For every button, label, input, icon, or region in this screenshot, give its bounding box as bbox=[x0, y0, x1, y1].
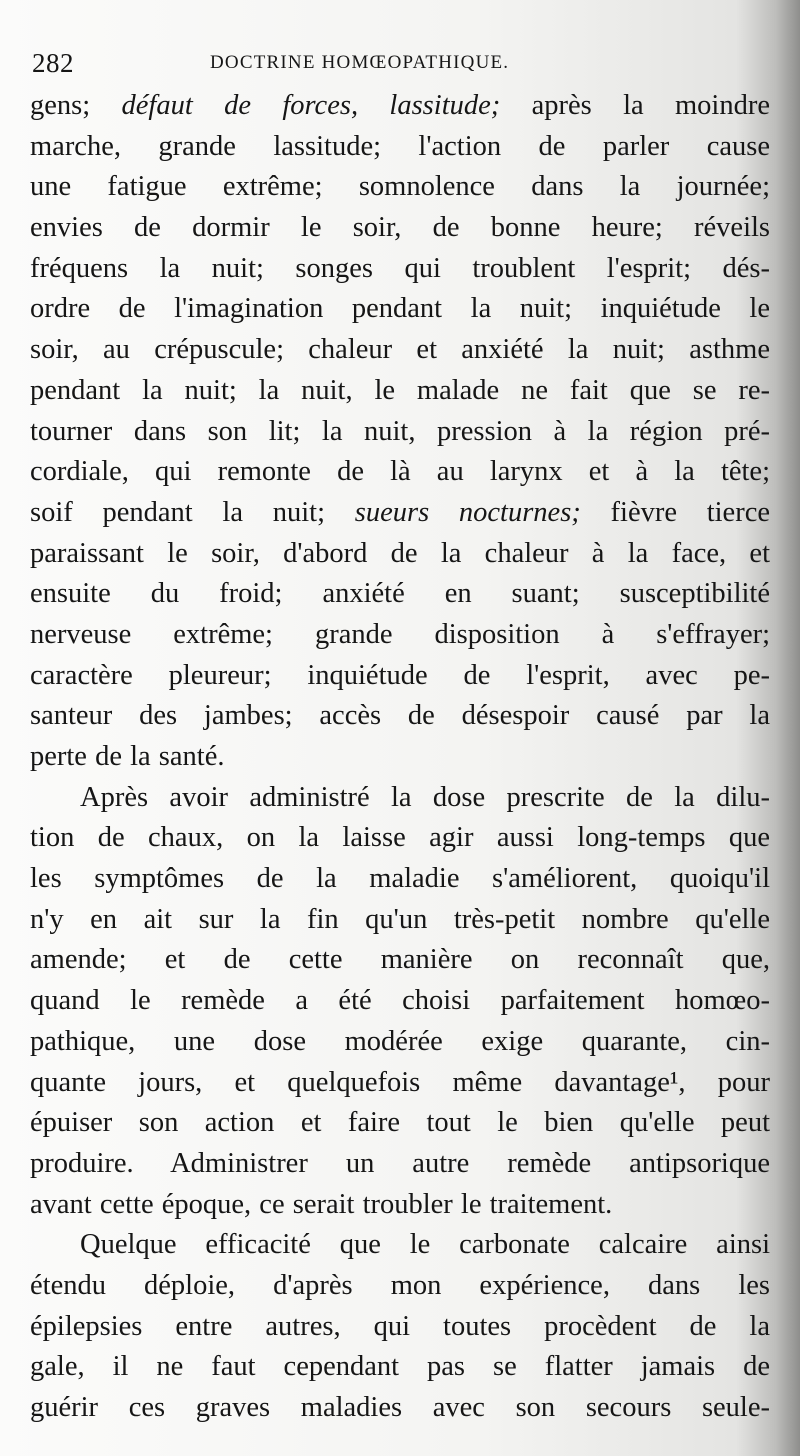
text-line bbox=[30, 289, 770, 330]
text-run: gens; bbox=[30, 90, 122, 121]
text-run: paraissant le soir, d'abord de la chaleur à la face, et bbox=[30, 537, 770, 569]
text-run: marche, grande lassitude; l'action de parler cause bbox=[30, 130, 770, 162]
text-line: tion de chaux, on la laisse agir aussi long-temps que bbox=[30, 822, 770, 854]
text-line bbox=[30, 452, 770, 493]
text-line bbox=[30, 127, 770, 168]
text-run: pendant la nuit; la nuit, le malade ne fait que se re- bbox=[30, 374, 770, 406]
text-line bbox=[30, 493, 770, 534]
text-run: santeur des jambes; accès de désespoir causé par la bbox=[30, 700, 770, 732]
body-text bbox=[30, 86, 770, 1429]
text-run: ensuite du froid; anxiété en suant; susceptibilité bbox=[30, 578, 770, 610]
text-line bbox=[30, 412, 770, 453]
italic-run: sueurs nocturnes; bbox=[354, 496, 581, 528]
text-run: ordre de l'imagination pendant la nuit; inquiétude le bbox=[30, 293, 770, 325]
text-line: étendu déploie, d'après mon expérience, dans les bbox=[30, 1269, 770, 1301]
text-line bbox=[30, 534, 770, 575]
text-run: perte de la santé. bbox=[30, 741, 225, 772]
italic-run: défaut de forces, lassitude; bbox=[121, 90, 501, 121]
text-line bbox=[30, 86, 770, 127]
text-run: tourner dans son lit; la nuit, pression à la région pré- bbox=[30, 415, 770, 447]
text-line: quante jours, et quelquefois même davantage¹, pour bbox=[30, 1066, 770, 1098]
text-run: fréquens la nuit; songes qui troublent l'esprit; dés- bbox=[30, 252, 770, 284]
text-line bbox=[30, 574, 770, 615]
text-run: soif pendant la nuit; bbox=[30, 496, 355, 528]
text-line bbox=[30, 167, 770, 208]
text-line bbox=[30, 615, 770, 656]
text-line: pathique, une dose modérée exige quarante, cin- bbox=[30, 1025, 770, 1057]
text-line bbox=[30, 737, 770, 778]
text-line: Après avoir administré la dose prescrite de la dilu- bbox=[80, 781, 770, 813]
text-line: épilepsies entre autres, qui toutes procèdent de la bbox=[30, 1310, 770, 1342]
page-header bbox=[30, 48, 775, 78]
text-line: les symptômes de la maladie s'améliorent, quoiqu'il bbox=[30, 863, 770, 895]
page-number: 282 bbox=[32, 48, 74, 78]
running-title: DOCTRINE HOMŒOPATHIQUE. bbox=[210, 52, 510, 73]
text-line: amende; et de cette manière on reconnaît que, bbox=[30, 944, 770, 976]
paragraph-symptoms bbox=[30, 86, 770, 778]
text-line bbox=[30, 656, 770, 697]
text-run: après la moindre bbox=[500, 90, 770, 121]
text-run: soir, au crépuscule; chaleur et anxiété la nuit; asthme bbox=[30, 334, 770, 366]
book-page bbox=[30, 0, 775, 1456]
text-line: avant cette époque, ce serait troubler le traitement. bbox=[30, 1188, 613, 1220]
text-line bbox=[30, 208, 770, 249]
text-run: fièvre tierce bbox=[580, 496, 770, 528]
paragraph-dosage bbox=[30, 778, 770, 1226]
text-run: caractère pleureur; inquiétude de l'esprit, avec pe- bbox=[30, 659, 770, 691]
text-run: nerveuse extrême; grande disposition à s'effrayer; bbox=[30, 618, 770, 650]
text-run: cordiale, qui remonte de là au larynx et à la tête; bbox=[30, 456, 770, 488]
text-run: une fatigue extrême; somnolence dans la journée; bbox=[30, 171, 770, 203]
text-line: quand le remède a été choisi parfaitement homœo- bbox=[30, 985, 770, 1017]
text-line bbox=[30, 371, 770, 412]
text-line: épuiser son action et faire tout le bien qu'elle peut bbox=[30, 1107, 770, 1139]
text-line: produire. Administrer un autre remède antipsorique bbox=[30, 1147, 770, 1179]
text-line: guérir ces graves maladies avec son secours seule- bbox=[30, 1392, 770, 1423]
paragraph-epilepsy bbox=[30, 1225, 770, 1428]
text-line: n'y en ait sur la fin qu'un très-petit nombre qu'elle bbox=[30, 903, 770, 935]
text-line bbox=[30, 330, 770, 371]
text-line: Quelque efficacité que le carbonate calcaire ainsi bbox=[80, 1229, 770, 1261]
text-line bbox=[30, 696, 770, 737]
text-run: envies de dormir le soir, de bonne heure; réveils bbox=[30, 212, 770, 244]
text-line bbox=[30, 249, 770, 290]
text-line: gale, il ne faut cependant pas se flatter jamais de bbox=[30, 1351, 770, 1383]
